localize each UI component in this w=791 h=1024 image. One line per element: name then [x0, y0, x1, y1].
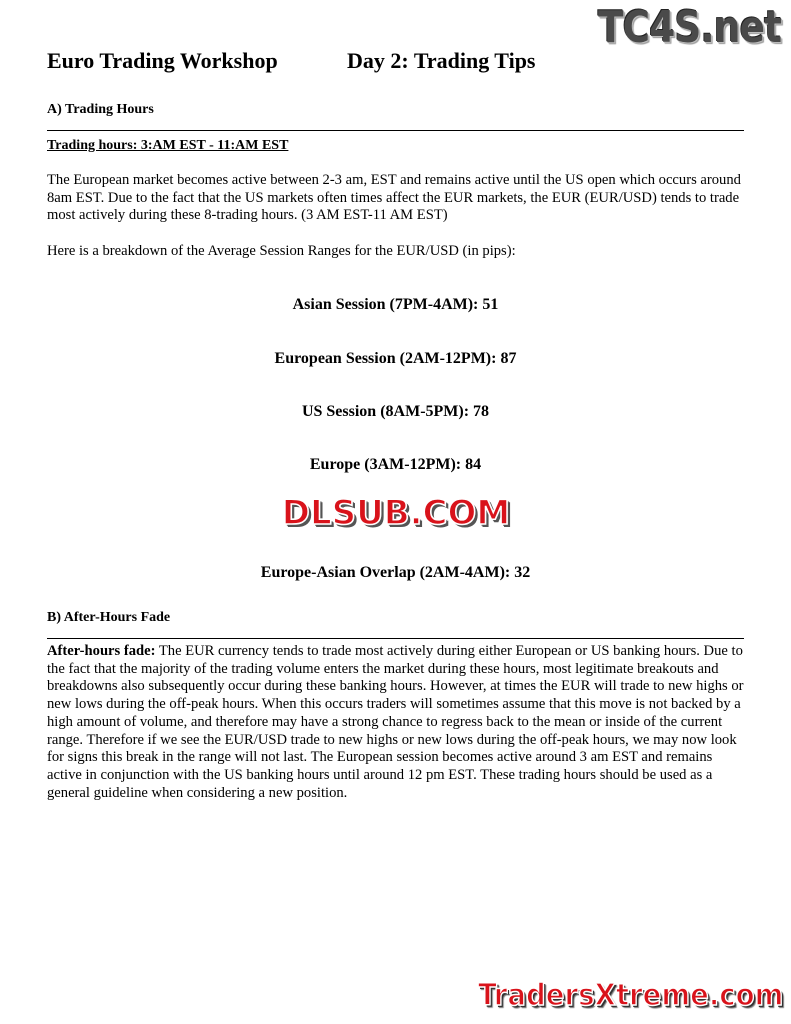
trading-hours-paragraph: The European market becomes active between 2-3 am, EST and remains active until the US open which occurs around 8am EST. Due to the fact that the US markets often times affect the EUR markets, the EUR (EUR/USD) tends to trade most actively during these 8-trading hours. (3 AM EST-11 AM EST) [47, 172, 741, 224]
section-b-divider [47, 638, 744, 639]
session-range-european: European Session (2AM-12PM): 87 [274, 350, 517, 367]
session-range-us: US Session (8AM-5PM): 78 [301, 403, 490, 420]
watermark-dlsub: DLSUB.COM [281, 493, 511, 533]
session-range-europe: Europe (3AM-12PM): 84 [309, 456, 482, 473]
after-hours-fade-body: The EUR currency tends to trade most actively during either European or US banking hours. Due to the fact that the majority of the trading volume enters the market during these hours, most legitimate breakouts and breakdowns also subsequently occur during these banking hours. However, at times the EUR will trade to new highs or new lows during the off-peak hours. When this occurs traders will sometimes assume that this move is not backed by a high amount of volume, and therefore may have a strong chance to regress back to the mean or inside of the current range. Therefore if we see the EUR/USD trade to new highs or new lows during the off-peak hours, we may now look for signs this break in the range will not last. The European session becomes active around 3 am EST and remains active in conjunction with the US banking hours until around 12 pm EST. These trading hours should be used as a general guideline when considering a new position. [47, 643, 744, 801]
section-a-heading: A) Trading Hours [47, 102, 154, 117]
watermark-tc4s: TC4S.net [598, 2, 782, 53]
session-ranges-intro: Here is a breakdown of the Average Session Ranges for the EUR/USD (in pips): [47, 243, 516, 259]
after-hours-fade-paragraph [47, 643, 747, 802]
document-title: Euro Trading Workshop [47, 48, 278, 73]
document-day-title: Day 2: Trading Tips [347, 48, 536, 73]
session-range-asian: Asian Session (7PM-4AM): 51 [292, 296, 499, 313]
session-range-europe-asian-overlap: Europe-Asian Overlap (2AM-4AM): 32 [260, 564, 531, 581]
watermark-tradersxtreme: TradersXtreme.com [478, 978, 784, 1013]
trading-hours-subheading: Trading hours: 3:AM EST - 11:AM EST [47, 138, 289, 153]
section-a-divider [47, 130, 744, 131]
after-hours-fade-lead: After-hours fade: [47, 643, 156, 659]
section-b-heading: B) After-Hours Fade [47, 610, 171, 625]
